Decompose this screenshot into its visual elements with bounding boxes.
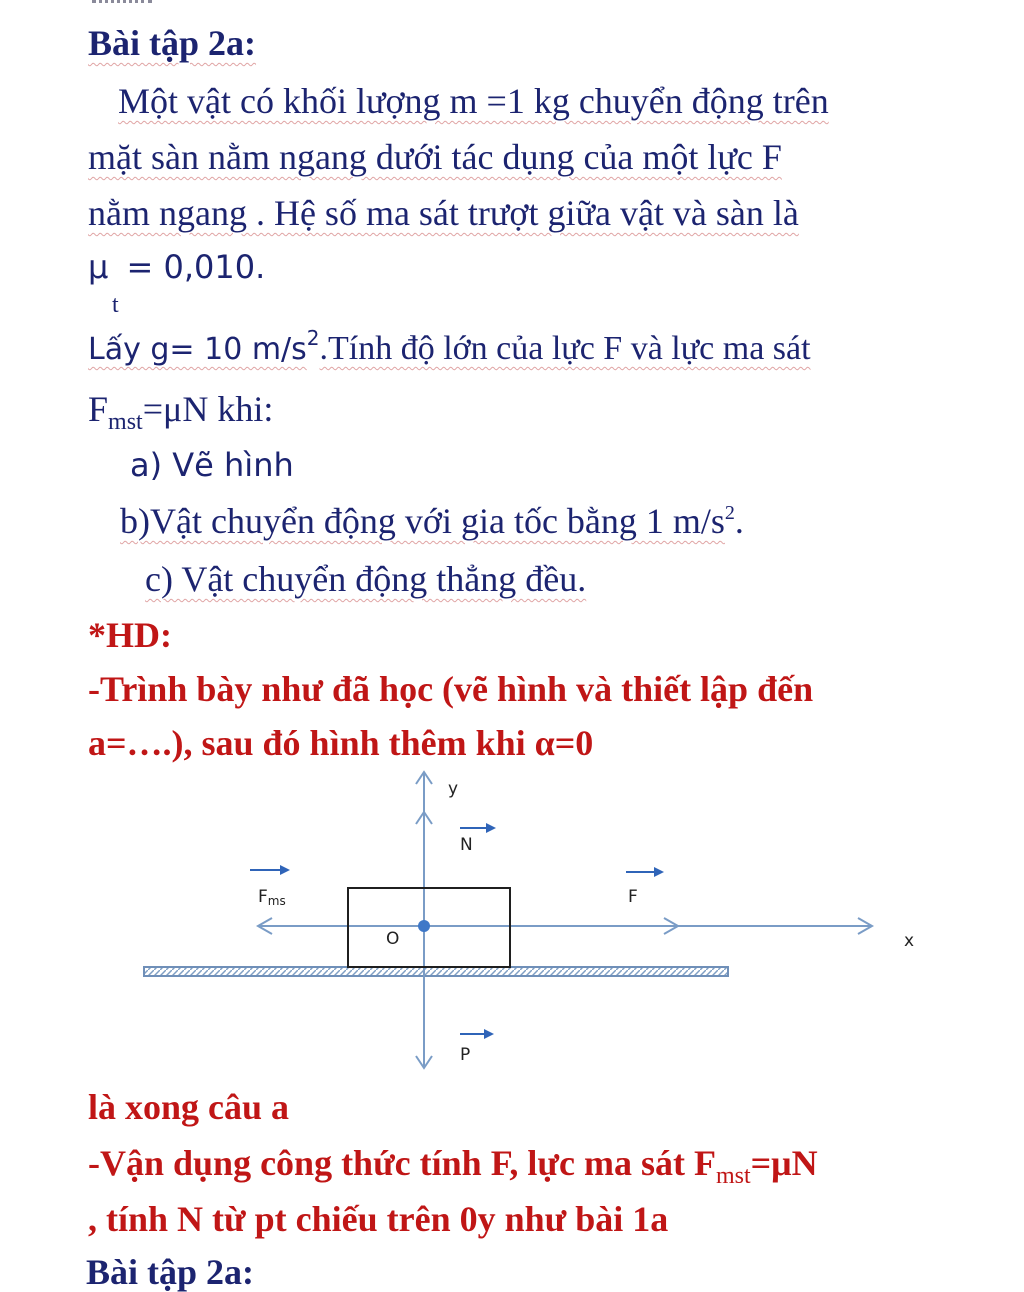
fms-vector-arrow [250, 865, 290, 875]
origin-point [418, 920, 430, 932]
hint-line-3: là xong câu a [88, 1087, 290, 1127]
hint-line-4: -Vận dụng công thức tính F, lực ma sát $F_{mst}=\mu N$ [88, 1143, 818, 1189]
n-force-label: N [460, 835, 473, 855]
problem-line-3: nằm ngang . Hệ số ma sát trượt giữa vật và sàn là [88, 193, 799, 233]
mu-value: = 0,010. [126, 248, 266, 286]
f-vector-arrow [626, 867, 664, 877]
part-b: b)Vật chuyển động với gia tốc bằng 1 $m/s^2$. [120, 501, 744, 541]
x-axis-label: x [904, 931, 915, 951]
p-force-label: P [460, 1045, 471, 1065]
force-diagram [130, 760, 930, 1080]
mu-equation [88, 248, 265, 286]
hint-line-5: , tính N từ pt chiếu trên 0y như bài 1a [88, 1199, 669, 1239]
hint-line-2: a=….), sau đó hình thêm khi α=0 [88, 723, 594, 763]
next-exercise-title-partial: Bài tập 2a: [86, 1252, 255, 1292]
g-line: Lấy g= 10 $m/s^2.Tính$ độ lớn của lực F và lực ma sát [88, 326, 811, 367]
hint-line-1: -Trình bày như đã học (vẽ hình và thiết lập đến [88, 669, 814, 709]
friction-definition: $F_{mst}=\mu N$ khi: [88, 389, 274, 435]
fms-force-label: Fms [258, 887, 286, 908]
hint-label: *HD: [88, 615, 172, 655]
mu-subscript: t [112, 292, 119, 318]
mu-symbol: μ [88, 248, 109, 286]
y-axis-label: y [448, 779, 459, 799]
part-c: c) Vật chuyển động thẳng đều. [145, 559, 587, 599]
n-vector-arrow [460, 823, 496, 833]
top-dots [92, 0, 152, 9]
part-a: a) Vẽ hình [130, 446, 294, 484]
origin-label: O [386, 929, 400, 949]
f-force-label: F [628, 887, 638, 907]
problem-line-2: mặt sàn nằm ngang dưới tác dụng của một lực F [88, 137, 782, 177]
exercise-title: Bài tập 2a: [88, 23, 257, 63]
problem-line-1: Một vật có khối lượng m =1 kg chuyển động trên [118, 81, 829, 121]
p-vector-arrow [460, 1029, 494, 1039]
floor [144, 967, 728, 976]
